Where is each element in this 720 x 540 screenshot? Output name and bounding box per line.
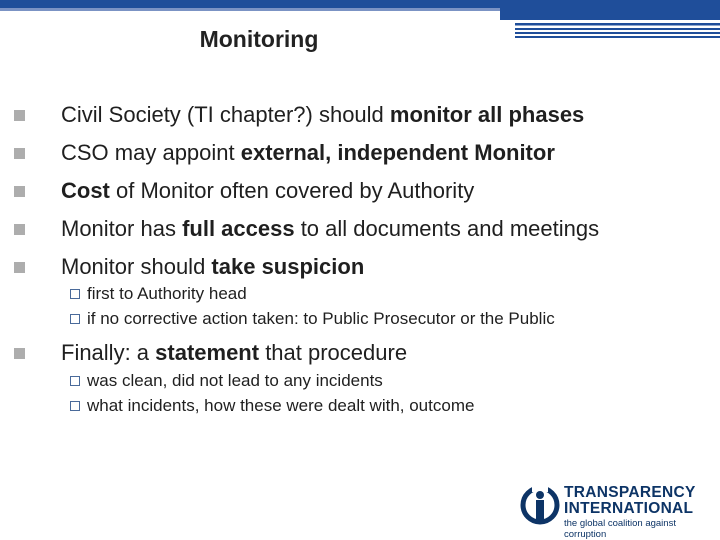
logo-tagline: the global coalition against corruption [564, 518, 676, 540]
checkbox-bullet-icon [70, 289, 80, 299]
sub-bullet-item: first to Authority head [70, 282, 247, 306]
checkbox-bullet-icon [70, 376, 80, 386]
sub-bullet-item: was clean, did not lead to any incidents [70, 369, 383, 393]
sub-bullet-item: what incidents, how these were dealt with, outcome [70, 394, 474, 418]
logo-line-2: INTERNATIONAL [564, 500, 694, 517]
transparency-international-logo [520, 484, 710, 540]
square-bullet-icon [14, 148, 25, 159]
ti-emblem-icon [520, 484, 560, 526]
checkbox-bullet-icon [70, 401, 80, 411]
sub-bullet-item: if no corrective action taken: to Public Prosecutor or the Public [70, 307, 555, 331]
square-bullet-icon [14, 186, 25, 197]
slide-title: Monitoring [199, 26, 319, 52]
square-bullet-icon [14, 348, 25, 359]
logo-line-1: TRANSPARENCY [564, 484, 696, 501]
checkbox-bullet-icon [70, 314, 80, 324]
square-bullet-icon [14, 262, 25, 273]
square-bullet-icon [14, 224, 25, 235]
square-bullet-icon [14, 110, 25, 121]
